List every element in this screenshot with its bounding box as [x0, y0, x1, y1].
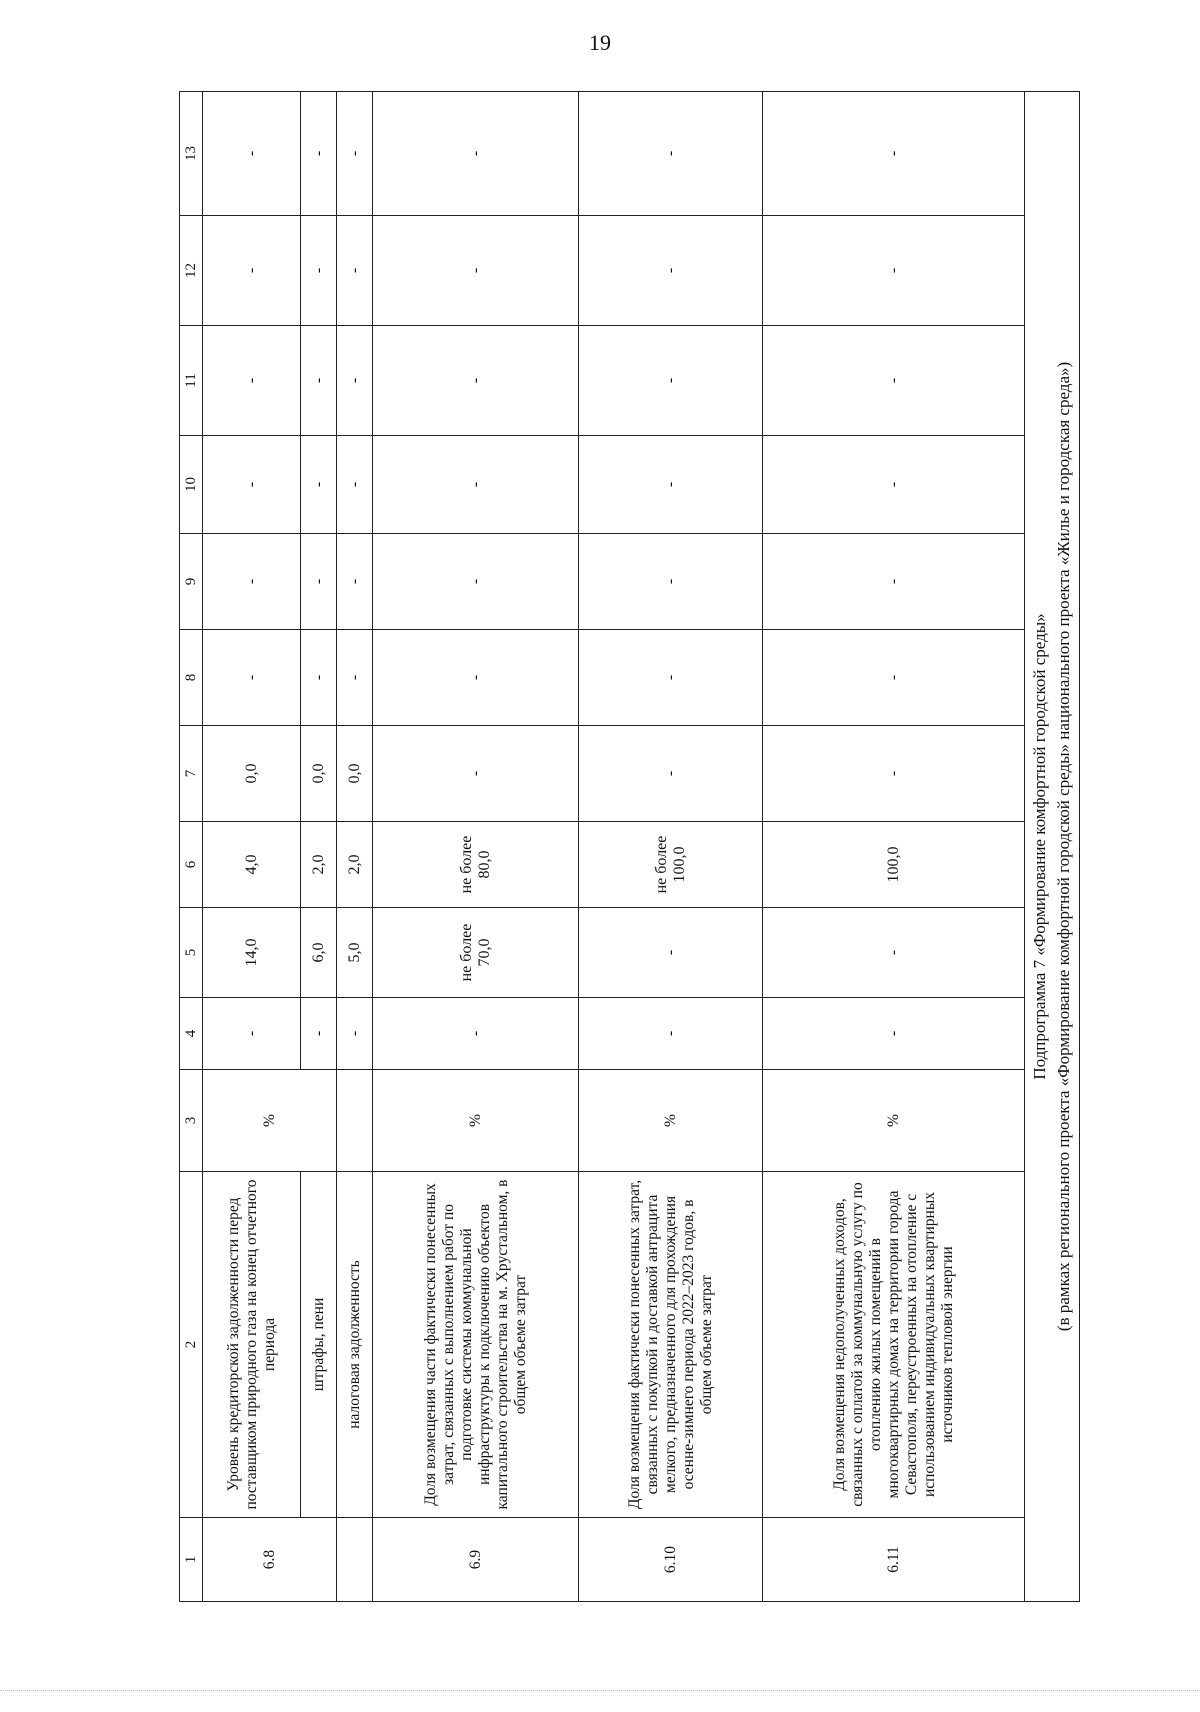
header-cell: 5 — [180, 908, 203, 998]
value-cell: - — [337, 326, 373, 436]
subprogram-row — [1025, 92, 1080, 1602]
value-cell: - — [373, 726, 579, 822]
indicator-description: Доля возмещения фактически понесенных затрат, связанных с покупкой и доставкой антрацита мелкого, предназначенного для прохождения осенне-зимнего периода 2022–2023 годов, в общем объеме затрат — [579, 1172, 763, 1518]
indicator-description: Доля возмещения части фактически понесенных затрат, связанных с выполнением работ по подготовке системы коммунальной инфраструктуры к подключению объектов капитального строительства на м. Хрустальном, в общем объеме затрат — [373, 1172, 579, 1518]
value-cell: - — [337, 92, 373, 216]
value-cell: 14,0 — [203, 908, 301, 998]
table-row — [579, 92, 763, 1602]
value-cell: - — [763, 998, 1025, 1070]
value-cell: - — [763, 92, 1025, 216]
table-row — [203, 92, 301, 1602]
value-cell: - — [763, 534, 1025, 630]
value-cell: 0,0 — [203, 726, 301, 822]
value-cell: - — [763, 908, 1025, 998]
row-number: 6.10 — [579, 1518, 763, 1602]
header-cell: 10 — [180, 436, 203, 534]
header-cell: 7 — [180, 726, 203, 822]
header-cell: 9 — [180, 534, 203, 630]
value-cell: 5,0 — [337, 908, 373, 998]
unit-cell — [337, 1070, 373, 1172]
value-cell: - — [579, 436, 763, 534]
table-row — [301, 92, 337, 1602]
value-cell: - — [301, 436, 337, 534]
header-cell: 2 — [180, 1172, 203, 1518]
unit-cell: % — [373, 1070, 579, 1172]
value-cell: - — [337, 216, 373, 326]
value-cell: - — [337, 998, 373, 1070]
header-cell: 12 — [180, 216, 203, 326]
value-cell: 2,0 — [301, 822, 337, 908]
value-cell: - — [373, 630, 579, 726]
value-cell: 4,0 — [203, 822, 301, 908]
table-row — [763, 92, 1025, 1602]
value-cell: - — [373, 92, 579, 216]
indicators-table — [179, 91, 1080, 1602]
value-cell: 0,0 — [337, 726, 373, 822]
value-cell: 6,0 — [301, 908, 337, 998]
row-number: 6.8 — [203, 1518, 337, 1602]
scan-edge-dots — [0, 1690, 1200, 1692]
header-cell: 1 — [180, 1518, 203, 1602]
value-cell: - — [763, 216, 1025, 326]
value-cell: не более 70,0 — [373, 908, 579, 998]
value-cell: - — [203, 998, 301, 1070]
header-cell: 6 — [180, 822, 203, 908]
indicator-description: штрафы, пени — [301, 1172, 337, 1518]
value-cell: - — [373, 216, 579, 326]
value-cell: - — [579, 998, 763, 1070]
unit-cell: % — [763, 1070, 1025, 1172]
value-cell: - — [373, 436, 579, 534]
subprogram-heading — [1025, 92, 1080, 1602]
value-cell: - — [763, 436, 1025, 534]
page-number: 19 — [589, 30, 611, 55]
row-number: 6.11 — [763, 1518, 1025, 1602]
value-cell: - — [301, 998, 337, 1070]
header-cell: 8 — [180, 630, 203, 726]
subprogram-note: (в рамках регионального проекта «Формирование комфортной городской среды» национального проекта «Жилье и городская среда») — [1054, 361, 1073, 1332]
value-cell: - — [203, 326, 301, 436]
value-cell: - — [579, 534, 763, 630]
value-cell: - — [203, 436, 301, 534]
value-cell: - — [579, 216, 763, 326]
value-cell: 2,0 — [337, 822, 373, 908]
value-cell: - — [579, 630, 763, 726]
indicator-description: Уровень кредиторской задолженности перед поставщиком природного газа на конец отчетного периода — [203, 1172, 301, 1518]
value-cell: - — [301, 92, 337, 216]
value-cell: - — [301, 630, 337, 726]
value-cell: - — [337, 534, 373, 630]
table-row — [373, 92, 579, 1602]
value-cell: - — [203, 216, 301, 326]
indicator-description: налоговая задолженность — [337, 1172, 373, 1518]
row-number — [337, 1518, 373, 1602]
value-cell: не более 80,0 — [373, 822, 579, 908]
header-cell: 11 — [180, 326, 203, 436]
value-cell: - — [579, 908, 763, 998]
rotated-table-block — [179, 92, 1079, 1602]
row-number: 6.9 — [373, 1518, 579, 1602]
value-cell: - — [579, 726, 763, 822]
header-cell: 3 — [180, 1070, 203, 1172]
header-cell: 4 — [180, 998, 203, 1070]
value-cell: - — [373, 326, 579, 436]
value-cell: - — [301, 216, 337, 326]
value-cell: - — [763, 326, 1025, 436]
value-cell: - — [203, 630, 301, 726]
indicator-description: Доля возмещения недополученных доходов, связанных с оплатой за коммунальную услугу по отоплению жилых помещений в многоквартирных домах на территории города Севастополя, переустроенных на отопление с использованием индивидуальных квартирных источников тепловой энергии — [763, 1172, 1025, 1518]
value-cell: - — [579, 92, 763, 216]
value-cell: 100,0 — [763, 822, 1025, 908]
header-cell: 13 — [180, 92, 203, 216]
subprogram-title: Подпрограмма 7 «Формирование комфортной городской среды» — [1030, 613, 1049, 1080]
value-cell: не более 100,0 — [579, 822, 763, 908]
table-row — [337, 92, 373, 1602]
value-cell: - — [301, 326, 337, 436]
unit-cell: % — [203, 1070, 337, 1172]
value-cell: - — [763, 726, 1025, 822]
value-cell: - — [301, 534, 337, 630]
value-cell: 0,0 — [301, 726, 337, 822]
value-cell: - — [373, 534, 579, 630]
value-cell: - — [337, 436, 373, 534]
unit-cell: % — [579, 1070, 763, 1172]
value-cell: - — [579, 326, 763, 436]
header-row — [180, 92, 203, 1602]
value-cell: - — [203, 92, 301, 216]
value-cell: - — [763, 630, 1025, 726]
value-cell: - — [337, 630, 373, 726]
value-cell: - — [373, 998, 579, 1070]
value-cell: - — [203, 534, 301, 630]
